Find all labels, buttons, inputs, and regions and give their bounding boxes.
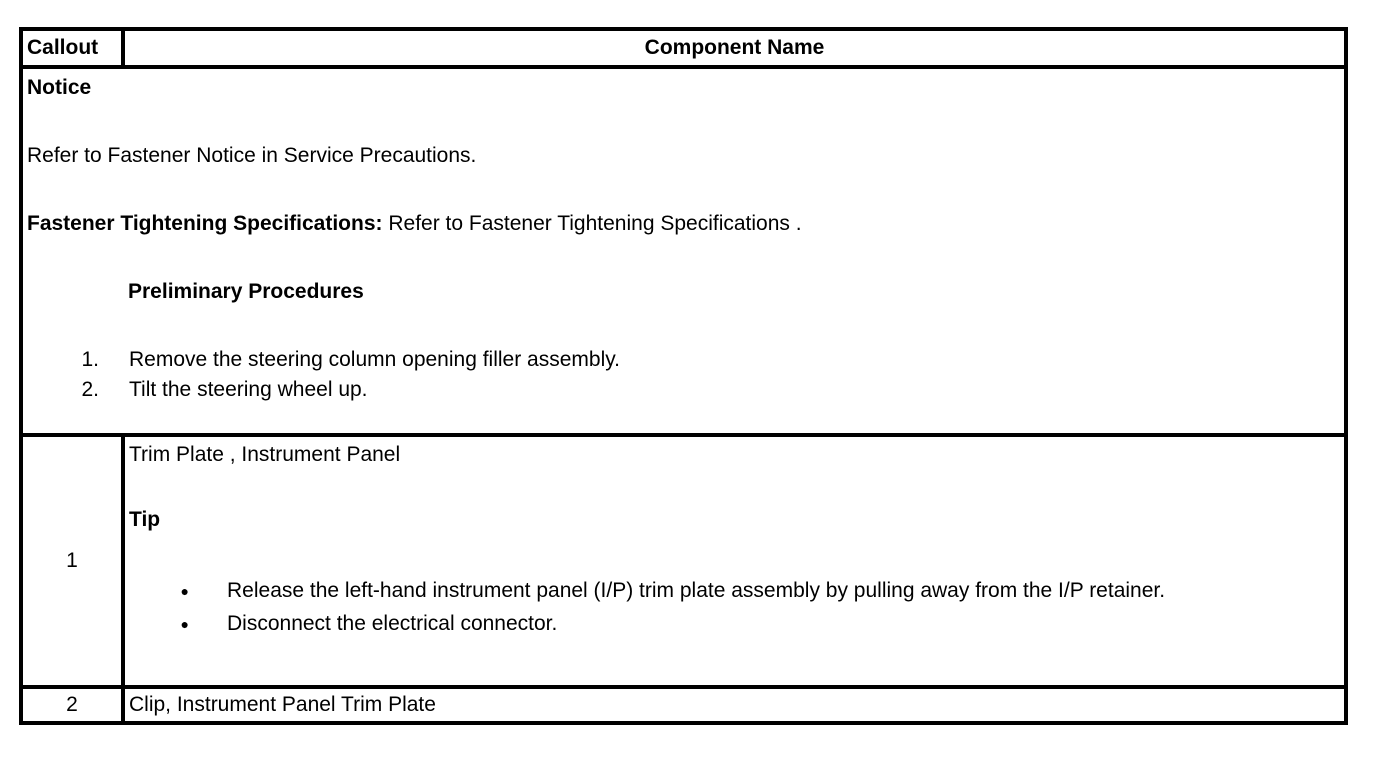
tip-bullets (129, 576, 1344, 642)
preliminary-procedures-title: Preliminary Procedures (128, 280, 364, 303)
bullet-icon: ● (180, 583, 189, 599)
notice-title: Notice (27, 76, 92, 99)
bullet-text: Disconnect the electrical connector. (227, 612, 558, 635)
step-text: Tilt the steering wheel up. (129, 378, 368, 401)
tip-title: Tip (129, 508, 161, 531)
fastener-spec (27, 212, 1344, 236)
fastener-spec-text: Refer to Fastener Tightening Specifications . (382, 212, 802, 235)
component-table-container (19, 27, 1348, 725)
component-table (19, 27, 1348, 725)
notice-cell (21, 67, 1346, 435)
notice-text: Refer to Fastener Notice in Service Precautions. (27, 144, 477, 167)
list-item (129, 576, 1344, 609)
fastener-spec-label: Fastener Tightening Specifications: (27, 212, 383, 235)
step-text: Remove the steering column opening filler assembly. (129, 348, 621, 371)
component-name: Clip, Instrument Panel Trim Plate (123, 687, 1346, 723)
procedure-step (27, 345, 1344, 375)
callout-header: Callout (21, 29, 123, 67)
component-name-header: Component Name (123, 29, 1346, 67)
header-row (21, 29, 1346, 67)
step-number: 2. (81, 378, 99, 401)
procedure-step (27, 375, 1344, 405)
component-cell (123, 435, 1346, 687)
table-row (21, 435, 1346, 687)
component-name: Trim Plate , Instrument Panel (129, 443, 401, 466)
notice-row (21, 67, 1346, 435)
table-row (21, 687, 1346, 723)
callout-number: 1 (21, 435, 123, 687)
step-number: 1. (81, 348, 99, 371)
bullet-icon: ● (180, 616, 189, 632)
list-item (129, 609, 1344, 642)
callout-number: 2 (21, 687, 123, 723)
procedure-steps (27, 345, 1344, 405)
bullet-text: Release the left-hand instrument panel (I/P) trim plate assembly by pulling away from the I/P retainer. (227, 579, 1166, 602)
